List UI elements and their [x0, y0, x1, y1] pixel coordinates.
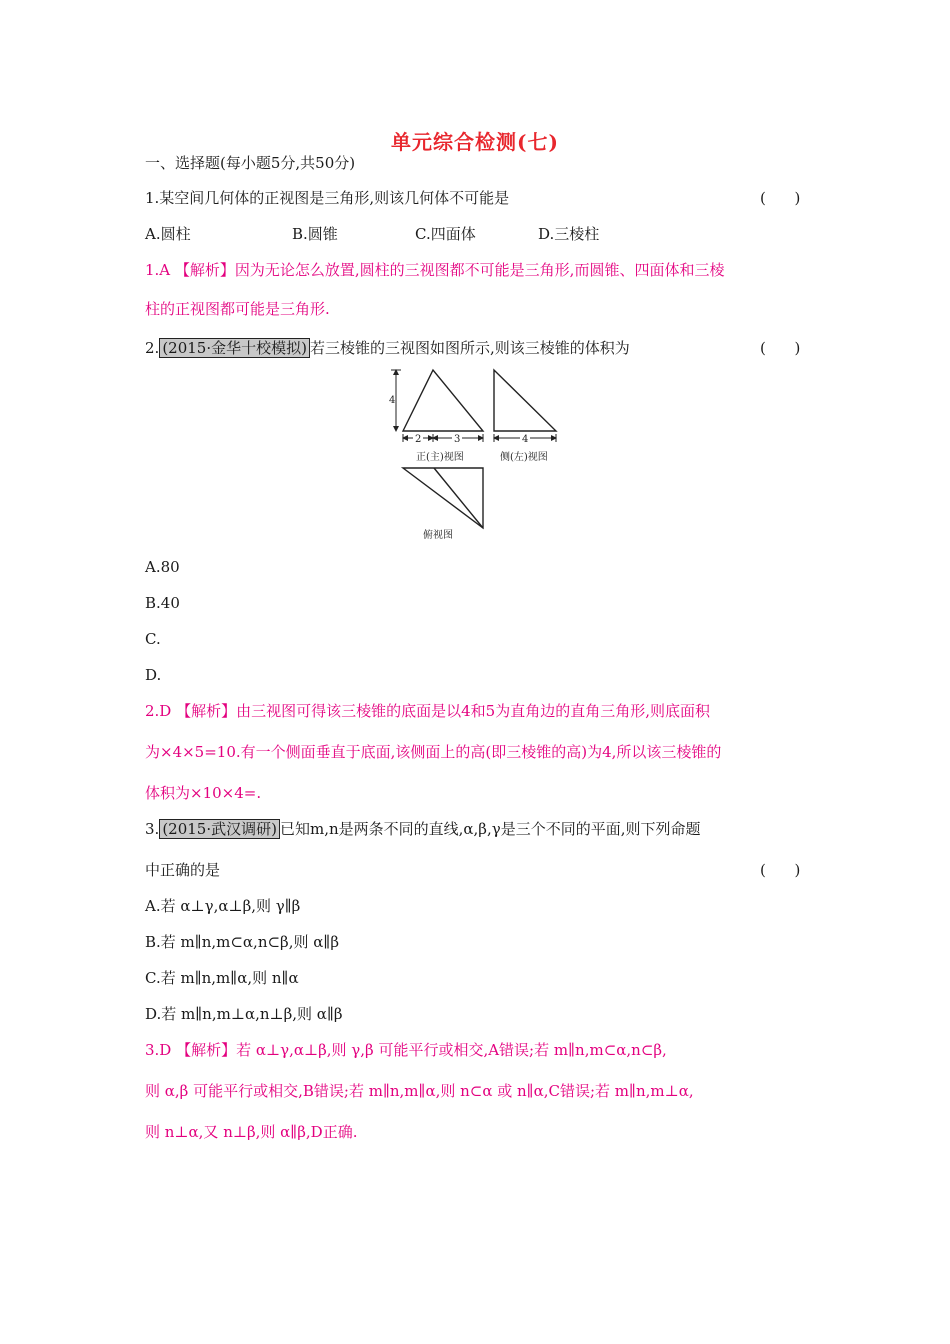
q2-option-b: B.40 — [145, 594, 180, 612]
q3-stem-line-1 — [145, 818, 700, 840]
section-heading: 一、选择题(每小题5分,共50分) — [145, 154, 356, 172]
q2-option-c: C. — [145, 630, 161, 648]
q1-answer-blank: ( ) — [760, 189, 801, 207]
q1-stem: 1.某空间几何体的正视图是三角形,则该几何体不可能是 — [145, 189, 510, 207]
q2-answer-line-1: 2.D 【解析】由三视图可得该三棱锥的底面是以4和5为直角边的直角三角形,则底面积 — [145, 702, 710, 720]
q1-option-a: A.圆柱 — [145, 225, 191, 243]
q2-option-a: A.80 — [145, 558, 180, 576]
q3-answer-line-1: 3.D 【解析】若 α⊥γ,α⊥β,则 γ,β 可能平行或相交,A错误;若 m∥n,m⊂α,n⊂β, — [145, 1041, 667, 1059]
q2-option-d: D. — [145, 666, 162, 684]
top-view-triangle — [403, 468, 483, 528]
side-base-label: 4 — [522, 434, 529, 445]
page-title: 单元综合检测(七) — [391, 130, 559, 154]
q1-option-c: C.四面体 — [415, 225, 476, 243]
q2-source-tag: (2015·金华十校模拟) — [159, 338, 310, 358]
q3-answer-blank: ( ) — [760, 861, 801, 879]
side-view-triangle — [494, 370, 556, 431]
q2-answer-line-3: 体积为×10×4=. — [145, 784, 262, 802]
q1-option-d: D.三棱柱 — [538, 225, 600, 243]
q2-answer-line-2: 为×4×5=10.有一个侧面垂直于底面,该侧面上的高(即三棱锥的高)为4,所以该三棱锥的 — [145, 743, 722, 761]
front-view-caption: 正(主)视图 — [416, 452, 464, 463]
front-base-right-label: 3 — [454, 434, 461, 445]
q3-option-c: C.若 m∥n,m∥α,则 n∥α — [145, 969, 299, 987]
q3-option-a: A.若 α⊥γ,α⊥β,则 γ∥β — [145, 897, 301, 915]
q2-stem — [145, 337, 630, 359]
q3-answer-line-3: 则 n⊥α,又 n⊥β,则 α∥β,D正确. — [145, 1123, 358, 1141]
top-view-caption: 俯视图 — [423, 530, 453, 541]
q3-option-b: B.若 m∥n,m⊂α,n⊂β,则 α∥β — [145, 933, 339, 951]
q2-number: 2. — [145, 339, 160, 357]
q3-answer-line-2: 则 α,β 可能平行或相交,B错误;若 m∥n,m∥α,则 n⊂α 或 n∥α,C错误;若 m∥n,m⊥α, — [145, 1082, 694, 1100]
q3-stem-line-2: 中正确的是 — [145, 861, 221, 879]
q3-source-tag: (2015·武汉调研) — [159, 819, 280, 839]
height-label: 4 — [389, 395, 396, 406]
q1-answer-line-2: 柱的正视图都可能是三角形. — [145, 300, 330, 318]
q1-options — [145, 223, 599, 245]
q3-number: 3. — [145, 820, 160, 838]
side-view-caption: 侧(左)视图 — [500, 452, 548, 463]
three-view-figure — [388, 362, 568, 544]
q2-answer-blank: ( ) — [760, 339, 801, 357]
q3-stem-text: 已知m,n是两条不同的直线,α,β,γ是三个不同的平面,则下列命题 — [279, 820, 701, 838]
q1-option-b: B.圆锥 — [292, 225, 338, 243]
front-base-left-label: 2 — [415, 434, 422, 445]
q3-option-d: D.若 m∥n,m⊥α,n⊥β,则 α∥β — [145, 1005, 343, 1023]
q2-stem-text: 若三棱锥的三视图如图所示,则该三棱锥的体积为 — [309, 339, 630, 357]
q1-answer-line-1: 1.A 【解析】因为无论怎么放置,圆柱的三视图都不可能是三角形,而圆锥、四面体和三棱 — [145, 261, 725, 279]
front-view-triangle — [403, 370, 483, 431]
